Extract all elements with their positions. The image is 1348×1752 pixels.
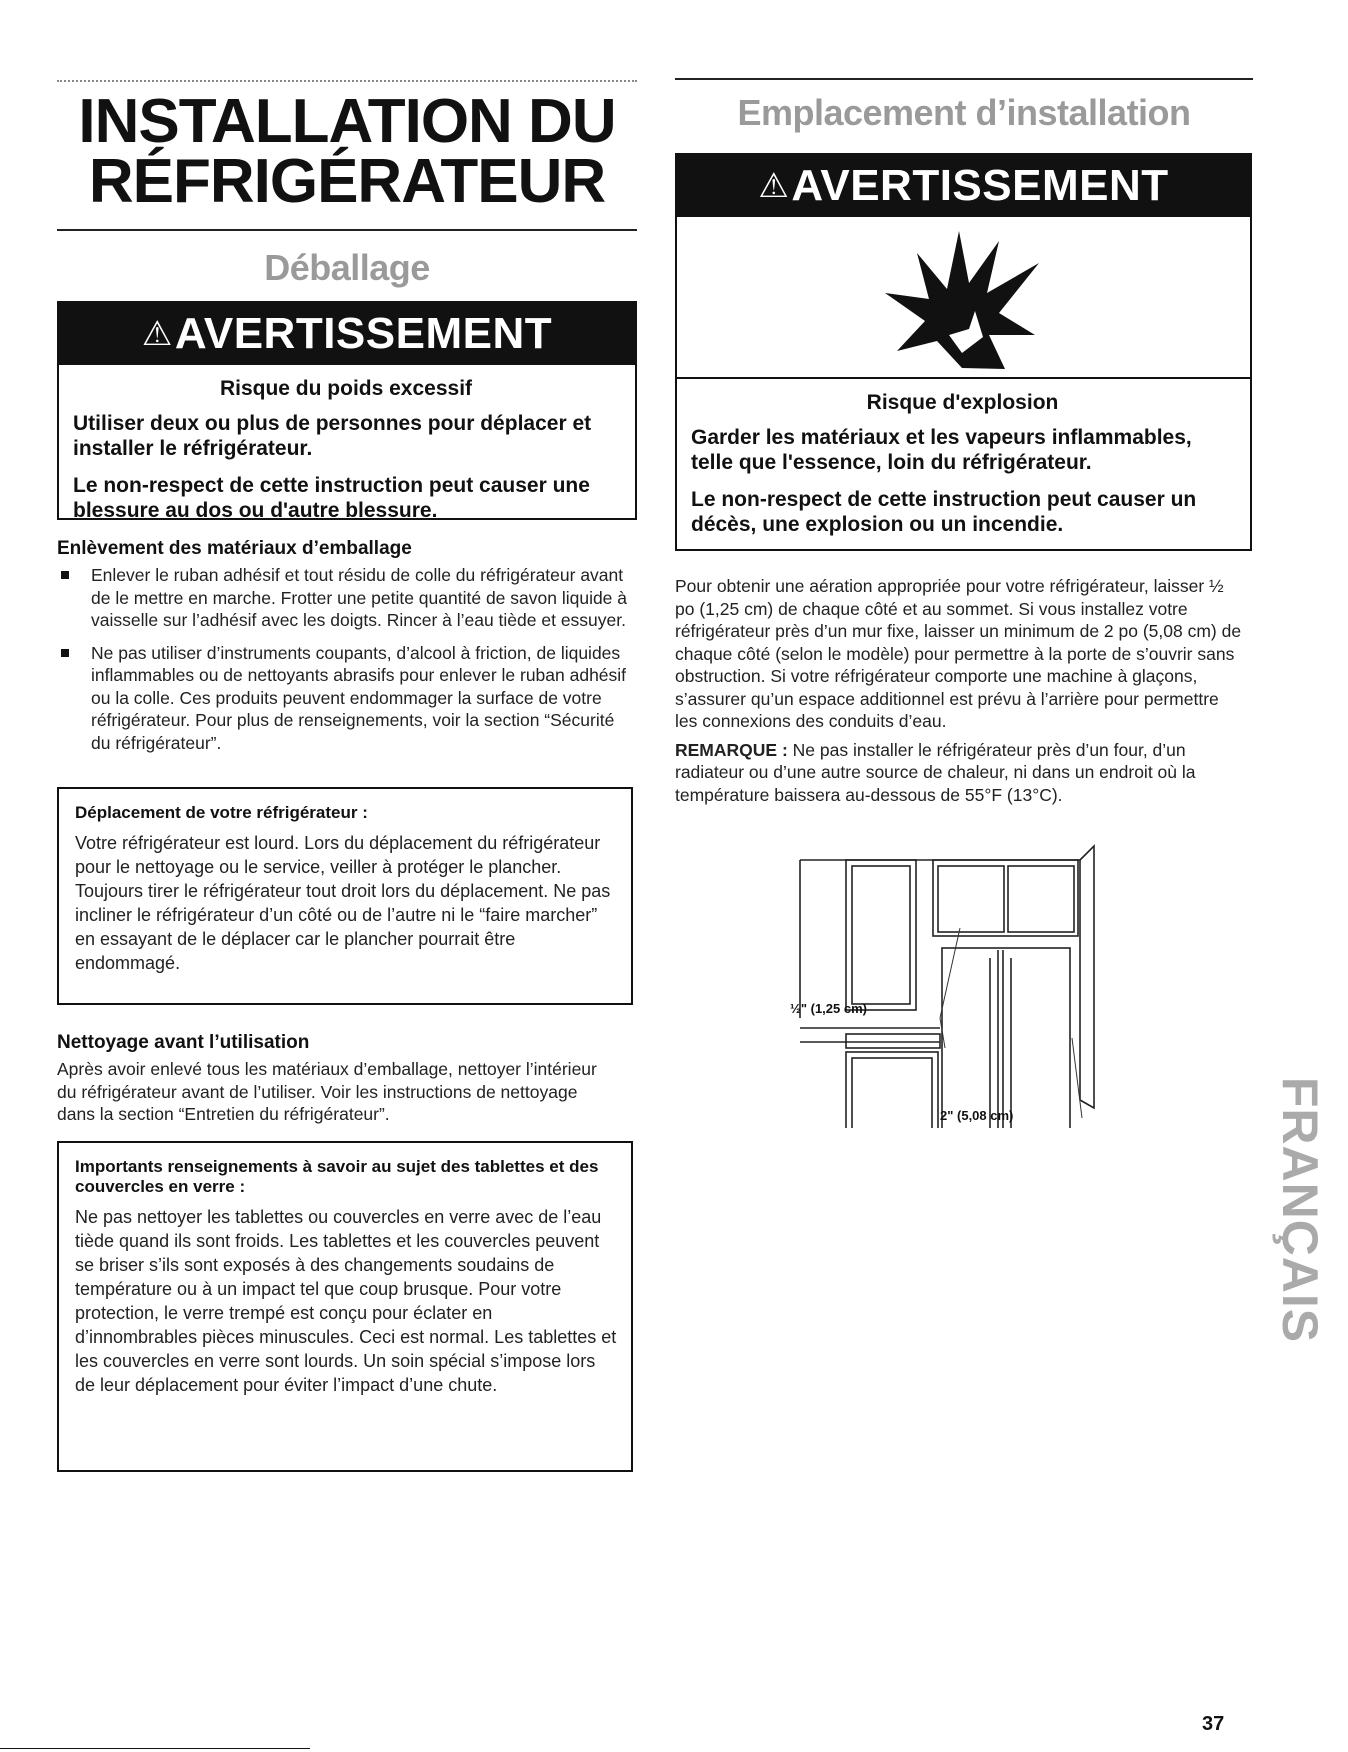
moving-info-box bbox=[57, 787, 633, 1005]
page-title bbox=[57, 87, 637, 216]
left-section-rule bbox=[57, 229, 637, 231]
warning-instruction: Garder les matériaux et les vapeurs inflammables, telle que l'essence, loin du réfrigérateur. bbox=[691, 426, 1192, 474]
cleaning-text: Après avoir enlevé tous les matériaux d’emballage, nettoyer l’intérieur du réfrigérateur avant de l’utiliser. Voir les instructions de nettoyage dans la section “Entretien du réfrigérateur”. bbox=[57, 1059, 597, 1124]
glass-box-text: Ne pas nettoyer les tablettes ou couvercles en verre avec de l’eau tiède quand ils sont froids. Les tablettes et les couvercles peuvent se briser s’ils sont exposés à des changements soudains de température ou à un impact tel que coup brusque. Pour votre protection, le verre trempé est conçu pour éclater en d’innombrables pièces minuscules. Ceci est normal. Les tablettes et les couvercles en verre sont lourds. Un soin spécial s’impose lors de leur déplacement pour éviter l’impact d’une chute. bbox=[75, 1207, 617, 1395]
page-number: 37 bbox=[1202, 1713, 1225, 1735]
installation-diagram bbox=[790, 838, 1130, 1128]
warning-triangle-icon: ⚠ bbox=[141, 315, 173, 353]
moving-box-text: Votre réfrigérateur est lourd. Lors du déplacement du réfrigérateur pour le nettoyage ou le service, veiller à protéger le plancher. Toujours tirer le réfrigérateur tout droit lors du déplacement. Ne pas incliner le réfrigérateur d’un côté ou de l’autre ni le “faire marcher” en essayant de le déplacer car le plancher pourrait être endommagé. bbox=[75, 833, 611, 973]
removal-list bbox=[57, 564, 635, 764]
bottom-rule bbox=[0, 1748, 310, 1749]
remark-paragraph: REMARQUE : Ne pas installer le réfrigérateur près d’un four, d’un radiateur ou d’une autre source de chaleur, ni dans un endroit où la température baissera au-dessous de 55°F (13°C). bbox=[675, 739, 1196, 805]
warning-consequence: Le non-respect de cette instruction peut causer une blessure au dos ou d'autre blessure. bbox=[73, 474, 590, 522]
location-text bbox=[675, 575, 1245, 812]
glass-box-title: Importants renseignements à savoir au sujet des tablettes et des couvercles en verre : bbox=[75, 1157, 599, 1196]
warning-box-explosion bbox=[675, 153, 1252, 551]
warning-box-weight bbox=[57, 301, 637, 520]
warning-title: Risque d'explosion bbox=[866, 391, 1059, 414]
explosion-pictogram bbox=[677, 217, 1250, 379]
warning-triangle-icon: ⚠ bbox=[758, 167, 790, 205]
top-dotted-rule bbox=[57, 80, 637, 82]
section-title-unpacking: Déballage bbox=[264, 247, 430, 288]
warning-instruction: Utiliser deux ou plus de personnes pour déplacer et installer le réfrigérateur. bbox=[73, 412, 592, 460]
page-title-line2: RÉFRIGÉRATEUR bbox=[88, 147, 606, 216]
list-item: Ne pas utiliser d’instruments coupants, d’alcool à friction, de liquides inflammables ou de nettoyants abrasifs pour enlever le ruban adhésif ou la colle. Ces produits peuvent endommager la surface de votre réfrigérateur. Pour plus de renseignements, voir la section “Sécurité du réfrigérateur”. bbox=[57, 642, 635, 755]
language-tab: FRANÇAIS bbox=[1272, 1076, 1328, 1344]
warning-banner: ⚠AVERTISSEMENT bbox=[59, 303, 635, 365]
bullet-square-icon bbox=[61, 649, 69, 657]
moving-box-title: Déplacement de votre réfrigérateur : bbox=[75, 803, 368, 822]
clearance-label-two: 2" (5,08 cm) bbox=[940, 1108, 1014, 1123]
ventilation-paragraph: Pour obtenir une aération appropriée pour votre réfrigérateur, laisser ½ po (1,25 cm) de chaque côté et au sommet. Si vous installez votre réfrigérateur près d’un mur fixe, laisser un minimum de 2 po (5,08 cm) de chaque côté (selon le modèle) pour permettre à la porte de s’ouvrir sans obstruction. Si votre réfrigérateur comporte une machine à glaçons, s’assurer qu’un espace additionnel est prévu à l’arrière pour permettre les connexions des conduits d’eau. bbox=[675, 576, 1242, 731]
page-title-line1: INSTALLATION DU bbox=[78, 87, 616, 156]
glass-info-box bbox=[57, 1141, 633, 1472]
remark-label: REMARQUE : bbox=[675, 739, 788, 760]
removal-heading: Enlèvement des matériaux d’emballage bbox=[57, 538, 412, 559]
right-section-rule bbox=[675, 78, 1253, 80]
list-item: Enlever le ruban adhésif et tout résidu de colle du réfrigérateur avant de le mettre en marche. Frotter une petite quantité de savon liquide à vaisselle sur l’adhésif avec les doigts. Rincer à l’eau tiède et essuyer. bbox=[57, 564, 635, 632]
clearance-label-half: ½" (1,25 cm) bbox=[790, 1001, 867, 1016]
bullet-square-icon bbox=[61, 571, 69, 579]
cleaning-heading: Nettoyage avant l’utilisation bbox=[57, 1032, 310, 1053]
warning-title: Risque du poids excessif bbox=[219, 377, 473, 400]
explosion-icon bbox=[877, 223, 1047, 373]
section-title-location: Emplacement d’installation bbox=[737, 92, 1191, 133]
warning-banner: ⚠AVERTISSEMENT bbox=[677, 155, 1250, 217]
warning-consequence: Le non-respect de cette instruction peut causer un décès, une explosion ou un incendie. bbox=[691, 488, 1197, 536]
